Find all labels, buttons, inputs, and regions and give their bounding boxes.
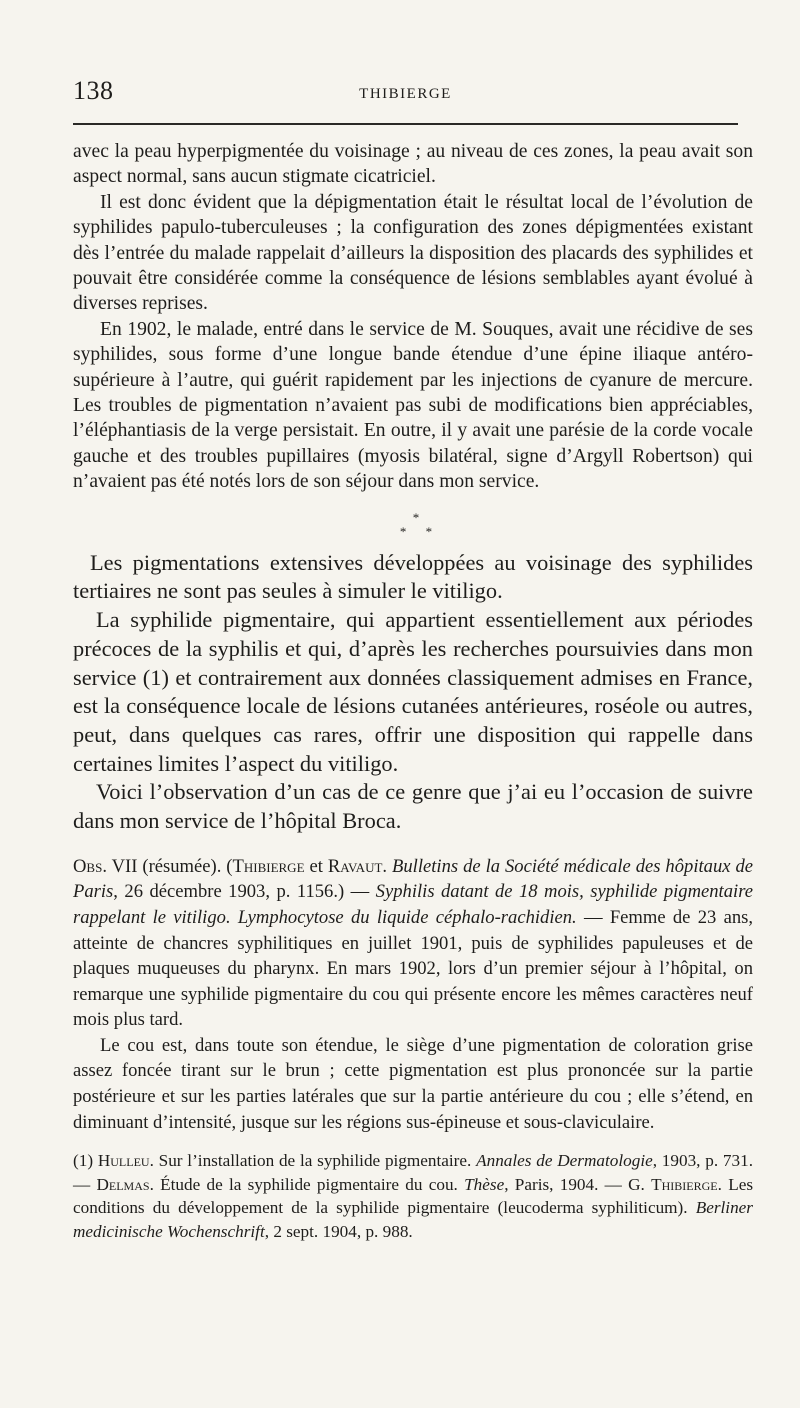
- footnote-author-2: Delmas: [96, 1174, 150, 1194]
- footnote-text-6: , 2 sept. 1904, p. 988.: [264, 1221, 413, 1241]
- footnote-journal-2: Thèse: [464, 1174, 505, 1194]
- running-head: [73, 76, 738, 116]
- footnote-author-3: Thibierge: [651, 1174, 718, 1194]
- observation-author-2: Ravaut: [327, 855, 383, 877]
- running-title: THIBIERGE: [359, 86, 452, 102]
- footnote-text-5: . Les conditions du développement de la syphilide pigmentaire (leucoderma syphiliticum).: [73, 1174, 754, 1218]
- footnote-journal-3: Berliner medicinische Wochenschrift: [73, 1198, 753, 1241]
- footnote-journal-1: Annales de Dermatologie: [476, 1151, 653, 1171]
- paragraph-5: La syphilide pigmentaire, qui appartient essentiellement aux périodes précoces de la syphilis et qui, d’après les recherches poursuivies dans mon service (1) et contrairement aux données classiquement admises en France, est la conséquence locale de lésions cutanées antérieures, roséole ou autres, peut, dans quelques cas rares, offrir une disposition qui rappelle dans certaines limites l’aspect du vitiligo.: [73, 607, 753, 776]
- observation-dot: .: [382, 855, 393, 877]
- footnote-text: [73, 1149, 753, 1243]
- observation-label: Obs. VII: [73, 855, 138, 877]
- footnote: [73, 1149, 753, 1243]
- observation-et: et: [304, 855, 328, 877]
- footnote-text-2: , 1903, p. 731. —: [73, 1151, 754, 1194]
- observation-paragraph-1: [73, 854, 753, 1033]
- paragraph-6: Voici l’observation d’un cas de ce genre que j’ai eu l’occasion de suivre dans mon service de l’hôpital Broca.: [73, 779, 753, 834]
- paragraph-3: En 1902, le malade, entré dans le service de M. Souques, avait une récidive de ses syphilides, sous forme d’une longue bande étendue d’une épine iliaque antéro-supérieure à l’autre, qui guérit rapidement par les injections de cyanure de mercure. Les troubles de pigmentation n’avaient pas subi de modifications bien appréciables, l’éléphantiasis de la verge persistait. En outre, il y avait une parésie de la corde vocale gauche et des troubles pupillaires (myosis bilatéral, signe d’Argyll Robertson) qui n’avaient pas été notés lors de son séjour dans mon service.: [73, 318, 753, 493]
- footnote-number: (1): [73, 1151, 98, 1171]
- footnote-text-4: , Paris, 1904. — G.: [504, 1174, 652, 1194]
- asterism-bottom: * *: [399, 523, 441, 539]
- footnote-text-1: . Sur l’installation de la syphilide pigmentaire.: [149, 1151, 477, 1171]
- observation-resumee: (résumée). (: [137, 855, 233, 877]
- observation-paragraph-2: Le cou est, dans toute son étendue, le siège d’une pigmentation de coloration grise assez foncée tirant sur le brun ; cette pigmentation est plus prononcée sur la partie postérieure et sur les parties latérales que sur la partie antérieure du cou ; elle s’étend, en diminuant d’intensité, jusque sur les régions sus-épineuse et sous-claviculaire.: [73, 1034, 753, 1133]
- paragraph-2: Il est donc évident que la dépigmentation était le résultat local de l’évolution de syphilides papulo-tuberculeuses ; la configuration des zones dépigmentées existant dès l’entrée du malade rappelait d’ailleurs la disposition des placards des syphilides et pouvait être considérée comme la conséquence de lésions semblables ayant évolué à diverses reprises.: [73, 191, 753, 315]
- footnote-text-3: . Étude de la syphilide pigmentaire du cou.: [149, 1174, 465, 1194]
- paragraph-4: Les pigmentations extensives développées au voisinage des syphilides tertiaires ne sont pas seules à simuler le vitiligo.: [73, 549, 753, 604]
- asterism-top: *: [412, 509, 428, 525]
- observation-journal: Bulletins de la Société médicale des hôpitaux de Paris: [73, 855, 754, 903]
- header-rule: [73, 123, 738, 125]
- observation-citation: , 26 décembre 1903, p. 1156.) —: [113, 881, 376, 903]
- footnote-author-1: Hulleu: [97, 1151, 150, 1171]
- observation-author-1: Thibierge: [232, 855, 305, 877]
- page-number: 138: [73, 76, 114, 105]
- page-body: [73, 139, 753, 1243]
- observation-text: — Femme de 23 ans, atteinte de chancres syphilitiques en juillet 1901, puis de syphilides papuleuses et de plaques muqueuses du pharynx. En mars 1902, lors d’un premier séjour à l’hôpital, on remarque une syphilide pigmentaire du cou qui présente encore les mêmes caractères neuf mois plus tard.: [73, 906, 754, 1031]
- observation-subject: Syphilis datant de 18 mois, syphilide pigmentaire rappelant le vitiligo. Lymphocytose du liquide céphalo-rachidien.: [73, 881, 753, 928]
- asterism: [73, 511, 753, 539]
- observation-block: [73, 854, 753, 1136]
- paragraph-1: avec la peau hyperpigmentée du voisinage ; au niveau de ces zones, la peau avait son aspect normal, sans aucun stigmate cicatriciel.: [73, 141, 753, 188]
